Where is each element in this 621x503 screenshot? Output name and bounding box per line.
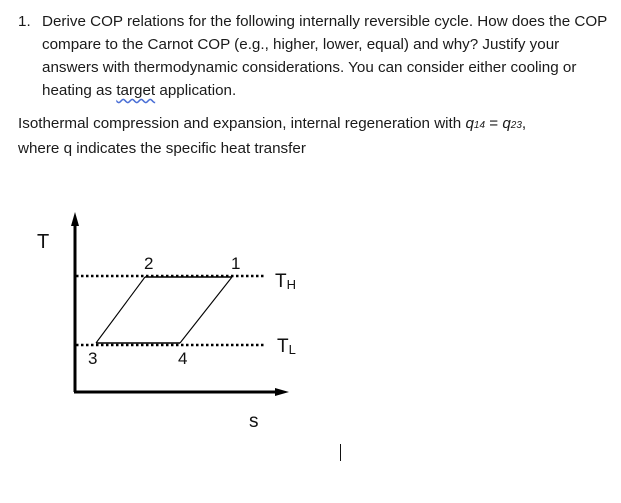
point-2-label: 2: [144, 254, 154, 273]
text-cursor: [340, 444, 341, 461]
tl-label: [277, 336, 296, 357]
q23-subscript: 23: [510, 120, 522, 131]
th-subscript: H: [286, 277, 296, 292]
question-text-end: application.: [155, 82, 237, 99]
s-axis-arrow: [275, 388, 289, 396]
th-main: T: [275, 271, 287, 292]
t-axis-arrow: [71, 212, 79, 226]
spellcheck-word[interactable]: target: [116, 82, 156, 99]
s-axis-label: s: [249, 411, 259, 432]
th-label: [275, 271, 296, 292]
equals-sign: =: [485, 115, 503, 132]
q14-symbol: q: [465, 115, 474, 132]
q23-symbol: q: [502, 115, 511, 132]
description-comma: ,: [521, 115, 527, 132]
description-line-2: where q indicates the specific heat transfer: [18, 140, 306, 157]
question-text-main: Derive COP relations for the following internally reversible cycle. How does the COP compare to the Carnot COP (e.g., higher, lower, equal) and why? Justify your answers with thermodynamic considerations. You can consider either cooling or heating as: [42, 13, 607, 99]
tl-main: T: [277, 336, 289, 357]
t-axis-label: T: [37, 231, 50, 253]
point-3-label: 3: [88, 349, 98, 368]
description-prefix: Isothermal compression and expansion, internal regeneration with: [18, 115, 466, 132]
q14-subscript: 14: [473, 120, 486, 131]
process-1-4: [180, 277, 232, 343]
process-2-3: [96, 277, 145, 343]
question-number: 1.: [18, 13, 31, 30]
tl-subscript: L: [288, 342, 296, 357]
point-1-label: 1: [231, 254, 241, 273]
point-4-label: 4: [178, 349, 188, 368]
